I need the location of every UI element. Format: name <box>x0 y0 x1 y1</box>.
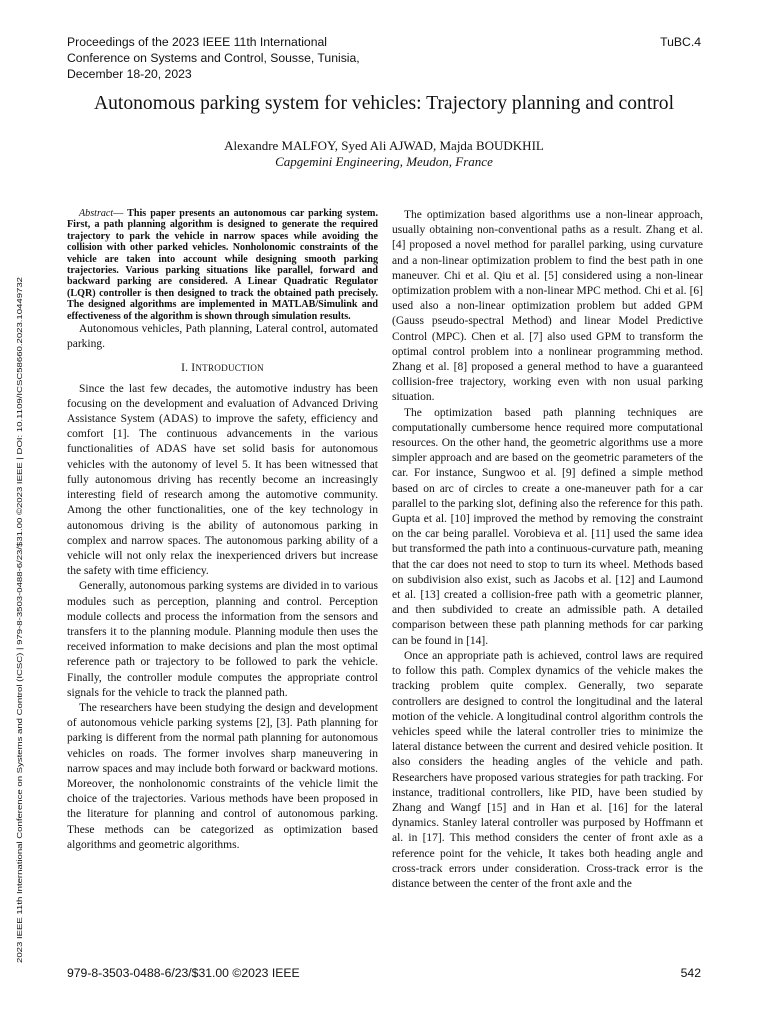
session-code: TuBC.4 <box>660 35 701 49</box>
side-doi-text: 2023 IEEE 11th International Conference on Systems and Control (ICSC) | 979-8-3503-0488-6/23/$31.00 ©2023 IEEE | DOI: 10.1109/ICSC58660.2023.10449732 <box>15 433 24 963</box>
paper-title: Autonomous parking system for vehicles: Trajectory planning and control <box>93 93 675 114</box>
body-paragraph: Once an appropriate path is achieved, control laws are required to follow this path. Complex dynamics of the vehicle makes the tracking problem quite complex. Generally, two separate controllers are designed to control the longitudinal and the lateral motion of the vehicle. A longitudinal control algorithm controls the vehicles speed while the lateral controller tries to minimize the lateral distance between the current and desired vehicle position. It also considers the heading angles of the vehicle and path. Researchers have proposed various strategies for path tracking. For instance, traditional controllers, like PID, have been studied by Zhang and Wangf [15] and in Han et al. [16] for the lateral dynamics. Stanley lateral controller was purposed by Hoffmann et al. in [17]. This method considers the center of front axle as a reference point for the vehicle, It takes both heading angle and cross-track errors under consideration. Cross-track error is the distance between the center of the front axle and the <box>392 649 703 890</box>
right-column <box>392 208 703 892</box>
side-doi-stamp <box>8 275 28 965</box>
abstract <box>67 208 378 322</box>
body-paragraph: The optimization based algorithms use a non-linear approach, usually obtaining non-conventional paths as a result. Zhang et al. [4] proposed a novel method for parallel parking, using curvature and a non-linear optimization problem to find the best path in one maneuver. Chi et al. Qiu et al. [5] considered using a non-linear optimization problem with a non-linear MPC method. Chi et al. [6] used also a non-linear optimization problem but added GPM (Gauss pseudo-spectral Method) and linear Model Predictive Control (MPC). Chen et al. [7] also used GPM to transform the optimal control problem into a nonlinear programming method. Zhang et al. [8] proposed a general method to have a guaranteed collision-free trajectory, working even with non usual parking situation. <box>392 209 703 404</box>
body-paragraph: The researchers have been studying the design and development of autonomous vehicle parking systems [2], [3]. Path planning for parking is different from the normal path planning for autonomous vehicles on roads. The former involves sharp maneuvering in narrow spaces and may include both forward or backward motions. Moreover, the nonholonomic constraints of the vehicle limit the choice of the trajectories. Various methods have been proposed in the literature for planning and control of autonomous parking. These methods can be categorized as optimization based algorithms and geometric algorithms. <box>67 701 378 851</box>
header-line: Proceedings of the 2023 IEEE 11th International <box>67 35 327 49</box>
author-names: Alexandre MALFOY, Syed Ali AJWAD, Majda BOUDKHIL <box>224 138 544 153</box>
abstract-dash: — <box>113 208 124 219</box>
author-block <box>0 138 768 170</box>
header-line: December 18-20, 2023 <box>67 66 192 81</box>
header-line: Conference on Systems and Control, Sousse, Tunisia, <box>67 50 360 65</box>
header-conference-info <box>67 35 397 82</box>
body-paragraph: The optimization based path planning techniques are computationally cumbersome hence required more computational resources. On the other hand, the geometric algorithms use a more simpler approach and are based on the geometric parameters of the car. For instance, Sungwoo et al. [9] defined a simple method based on arc of circles to create a one-maneuver path for a car parallel to the parking slot, defining also the reference for this path. Gupta et al. [10] improved the method by removing the constraint on the car being parallel. Vorobieva et al. [11] used the same idea but transformed the path into a continuous-curvature path, meaning that the car does not need to stop to turn its wheel. Methods based on subdivision also exist, such as Jacobs et al. [12] and Laumond et al. [13] created a collision-free path with a geometric planner, and then subdivided to create an admissible path. A detailed comparison between these path planning methods for car parking can be found in [14]. <box>392 406 703 647</box>
body-paragraph: Generally, autonomous parking systems are divided in to various modules such as perception, planning and control. Perception module collects and process the information from the sensors and transfers it to the planning module. Planning module then uses the received information to make decisions and plan the most optimal reference path or trajectory to be followed to park the vehicle. Finally, the controller module computes the appropriate control signals for the vehicle to track the planned path. <box>67 580 378 699</box>
abstract-lead: Abstract <box>79 208 114 219</box>
footer-copyright: 979-8-3503-0488-6/23/$31.00 ©2023 IEEE <box>67 966 300 980</box>
body-paragraph: Since the last few decades, the automotive industry has been focusing on the development and evaluation of Advanced Driving Assistance System (ADAS) to improve the safety, efficiency and comfort [1]. The continuous advancements in the various functionalities of ADAS have set solid basis for autonomous vehicles with the autonomy of level 5. It has been witnessed that fully autonomous driving has recently become an increasingly interesting field of research among the automotive community. Among the other functionalities, one of the key technology in autonomous driving is the ability of autonomous parking in complex and narrow spaces. The autonomous parking ability of a vehicle will not only relax the inexperienced drivers but increase the safety with time efficiency. <box>67 382 378 578</box>
author-affiliation: Capgemini Engineering, Meudon, France <box>275 154 493 169</box>
page-number: 542 <box>680 966 701 980</box>
left-column <box>67 208 378 853</box>
keywords: Autonomous vehicles, Path planning, Lateral control, automated parking. <box>67 323 378 351</box>
section-number: I. <box>181 362 192 375</box>
section-heading <box>67 361 378 376</box>
abstract-text: This paper presents an autonomous car parking system. First, a path planning algorithm is designed to generate the required trajectory to park the vehicle in narrow spaces while avoiding the collision with other parked vehicles. Nonholonomic constraints of the vehicle are taken into account while designing smooth parking trajectories. Various parking situations like parallel, forward and backward parking are considered. A Linear Quadratic Regulator (LQR) controller is then designed to track the obtained path precisely. The designed algorithms are implemented in MATLAB/Simulink and effectiveness of the algorithm is shown through simulation results. <box>67 208 378 322</box>
section-initial: I <box>191 362 196 375</box>
section-title-rest: NTRODUCTION <box>195 363 264 374</box>
